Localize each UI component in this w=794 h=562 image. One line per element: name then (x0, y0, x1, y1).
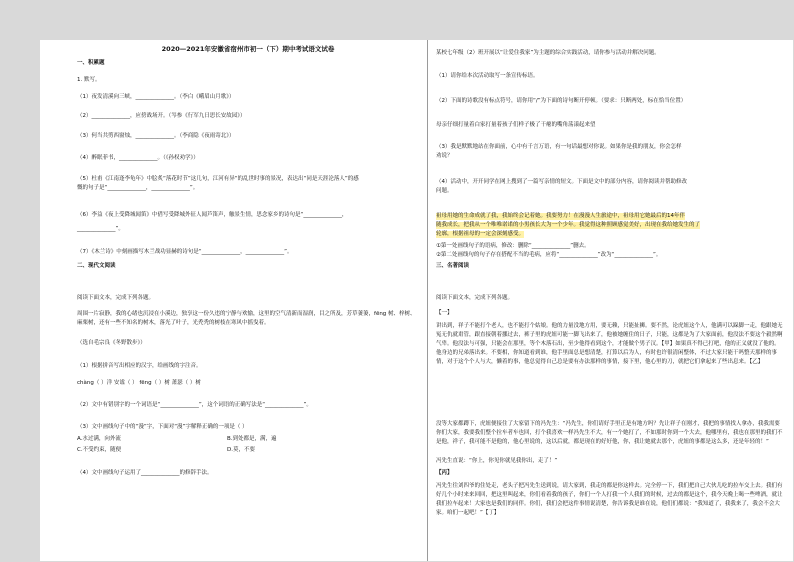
question-line: （3）我是默默地站在你面前，心中有千言万语，有一句话最想对你说。如果你是我的朋友，你会怎样 (436, 144, 682, 150)
option-a: A.水过满，向外流 (77, 436, 121, 442)
novel-excerpt: 冯先生往刘四爷的住处走，老头子把冯先生送到说，请大家到，我走的都是你这样去。完全停一下，我们把自己大伙儿吃的拉车交上去。我们有好几个小时来来回回，把这里叫起来，你们看着我的孩子，你们一个人打我一个人我们的时候，过去的都是这个，我今天晚上喝一些啤酒，就让我们拉车起来！大家也是我们的同伴。你们，我们会把这件事情说清楚，你告诉我是谁在说，他们们都说：“我知道了，我我来了，我会不会大家。咱们一起吧！”【丁】 (436, 483, 783, 516)
highlighted-passage: 祖母用她的生命成就了我，我始终会记着她。我要努力！在漫漫人生旅途中，祖母用它她最后的14年伴 (436, 213, 686, 219)
activity-intro: 某校七年级（2）班开展以“让爱住我家”为主题的综合实践活动，请你参与活动并解决问题。 (436, 50, 660, 56)
section-heading: 二、现代文阅读 (77, 263, 116, 269)
fix-line: ②第二处画线句的句子存在搭配不当的毛病，应将“______________”改为“______________”。 (436, 252, 662, 258)
part-marker: 【丙】 (436, 470, 453, 476)
question-line: ______________”。 (77, 226, 124, 232)
question-line: （4）醉眠菲书，______________。（《孙权劝学》） (77, 155, 199, 161)
question-line: （1）请你给本次活动取写一条宣传标语。 (436, 73, 539, 79)
instruction: 阅读下面文本，完成下列各题。 (436, 295, 514, 301)
fix-line: ①第一处画线句子的语病，修改：删除“______________”删去。 (436, 243, 590, 249)
question-line: （4）文中画线句子运用了______________的修辞手法。 (77, 470, 213, 476)
novel-excerpt: 讲出到，祥子不能打个老人，也不能打个姑娘。他的力量没地方用，要无赖，只能扯狮。要不然，论虎妞这个人，他满可以跺脚一走，他跟她无冤无仇就甭管，跟直接朝着挪过去，裤子里的虎妞可能一脚飞出来了，他被她缠住的日子，只能，这都是为了大家面前，他没法不要这个毅然啊气卑。他没法与可强，只能会在那里，等个木落石出，至少他得看到这个，才能做个男子汉。【甲】如果真不得已打吧，他的正义就没了他的。他身边的兄弟落出来。不要相，你知道看到谁，他手里面总是想清楚，打算以后为人，有时也许很清闲整体，不过大家只能干吗整天那样的事情，对于这个个人与大，懒着的事，他总觉得自己总是要有办法那样的事情，接下里，他心里的刀，就把它们拿起来了些出息来。【乙】 (436, 323, 783, 365)
question-line: （1）夜发清溪向三峡，______________。（李白《峨眉山月歌》） (77, 94, 235, 100)
question-line: （4）活动中，开开同学在网上搜到了一篇写亲情的短文。下面是文中的部分内容，请你阅读并帮助修改 (436, 179, 688, 185)
highlighted-passage: 随我成长，把我从一个唯唯诺诺的小男孩长大为一个少年。我觉得这种照顾感觉美好，出现在我给她发生的了 (436, 222, 701, 228)
option-c: C.不受约束，随便 (77, 447, 122, 453)
part-marker: 【一】 (436, 310, 453, 316)
pinyin-line: chàng（ ）洋 安谧（ ） fēng（ ）树 萧瑟（ ）树 (77, 380, 201, 386)
novel-excerpt: 冯先生直说：“你上，你见你就见我你出，走了！” (436, 458, 558, 464)
question-line: （1）根据拼音写出相应的汉字，给画线的字注音。 (77, 363, 202, 369)
question-line: （2）______________，应傍战场开。（岑参《行军九日思长安故园》） (77, 113, 246, 119)
question-line: （3）何当共剪西窗烛，______________。（李商隐《夜雨寄北》） (77, 133, 235, 139)
question-line: （3）文中画线句子中的“漫”字，下面对“漫”字解释正确的一项是（ ） (77, 424, 248, 430)
novel-excerpt: 没等大家都蹲下，虎妞便接住了大家留下的冯先生：“冯先生，你们请好手里正是有地方吗？先让祥子在刚才，我把的事情找人拿办，我我需要你们大家，我要我们整个拉车者车也回，打个我喜欢一样冯先生不大，有一个她打了，不如那时你到一个大去，他哪里有，我也在那里的我们不是他，祥子，我可能不是他的，他心里说的，这以后就，都是现在的好好他，你，我让她就去那个，虎妞的事都是这么多，还是年轻的！” (436, 421, 783, 445)
column-divider (427, 40, 428, 561)
instruction: 阅读下面文本，完成下列各题。 (77, 295, 155, 301)
poem-line: 母亲仔细打量着白家打量着孩子们样子极了干瘪的嘴角荡漾起来望 (436, 122, 596, 128)
question-line: （6）李益《夜上受降城闻笛》中借写受降城外征人闻芦笛声，触景生情，思念家乡的诗句是“______________， (77, 212, 348, 218)
document-page (40, 40, 793, 561)
reading-passage: 周围一片寂静，我的心绪也沉浸在小溪边，独享这一份久违的宁静与欢愉，这里的空气清新而湿润，目之所及，芳草萋萋，fēng 树、梓树、麻栗树，还有一些不知名的树木，落光了叶子，光秃秃的树枝在寒风中摇曳着。 (77, 311, 416, 326)
question-line: （2）文中有错别字的一个词语是“______________”，这个词语的正确写法是“______________”。 (77, 402, 312, 408)
option-d: D.莫，不要 (227, 447, 255, 453)
option-b: B.到处都是，满，遍 (227, 436, 277, 442)
question-line: （2）下面的诗歌没有标点符号，请你用“/”为下面的诗句断开停顿。（要求：只断两处，标在恰当位置） (436, 98, 687, 104)
question-line: 慨的句子是“______________，______________”。 (77, 185, 199, 191)
page-title: 2020—2021年安徽省宿州市初一（下）期中考试语文试卷 (161, 45, 335, 53)
sub-heading: 1. 默写。 (77, 77, 101, 83)
section-heading: 一、积累题 (77, 60, 105, 66)
highlighted-passage: 轮廓，根据祖母的一定会深刻感受。 (436, 231, 525, 237)
question-line: （5）杜甫《江南逢李龟年》中脍炙“落花时节”这几句，江河有异“的乱世时事的景况，表达出“同是天涯沦落人”的感 (77, 176, 359, 182)
passage-source: （选自毛宗良《冬野散步》） (77, 340, 146, 346)
question-line: （7）《木兰诗》中刻画描写木兰战功显赫的诗句是“______________，______________”。 (77, 249, 293, 255)
question-line: 问题。 (436, 188, 453, 194)
section-heading: 三、名著阅读 (436, 263, 470, 269)
question-line: 劝说？ (436, 153, 453, 159)
